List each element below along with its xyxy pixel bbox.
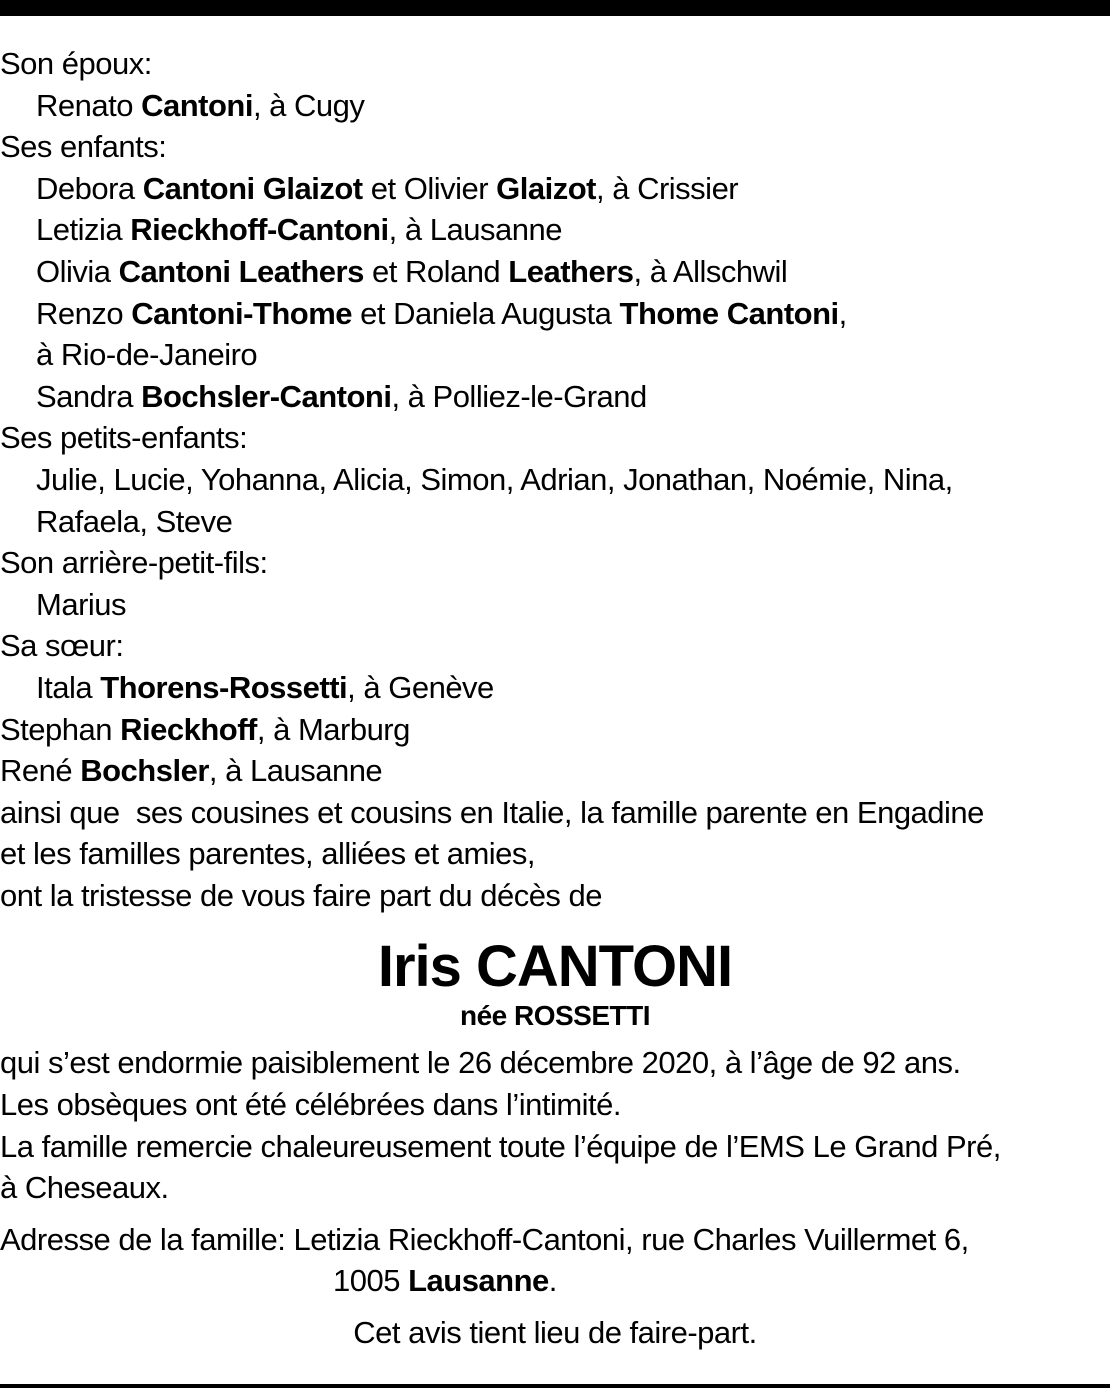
sister-label: Sa sœur: [0, 628, 124, 664]
thanks-text: La famille remercie chaleureusement toute l’équipe de l’EMS Le Grand Pré, [0, 1128, 1001, 1164]
family-address: Adresse de la famille: Letizia Rieckhoff-Cantoni, rue Charles Vuillermet 6, [0, 1221, 969, 1257]
obituary-notice [0, 43, 1110, 1354]
bottom-rule [0, 1384, 1110, 1388]
deceased-maiden-name: née ROSSETTI [459, 1000, 651, 1032]
relatives-text: ainsi que ses cousines et cousins en Italie, la famille parente en Engadine [0, 794, 984, 830]
child-entry: Renzo Cantoni-Thome et Daniela Augusta Thome Cantoni, [36, 295, 847, 331]
deceased-name: Iris CANTONI [377, 934, 733, 1000]
closing-note: Cet avis tient lieu de faire-part. [353, 1315, 757, 1351]
great-grandson-label: Son arrière-petit-fils: [0, 545, 268, 581]
child-entry: Debora Cantoni Glaizot et Olivier Glaizot, à Crissier [36, 170, 739, 206]
grandchildren-label: Ses petits-enfants: [0, 420, 248, 456]
grandchildren-list-continuation: Rafaela, Steve [36, 503, 233, 539]
other-relative-entry: René Bochsler, à Lausanne [0, 753, 383, 789]
grandchildren-list: Julie, Lucie, Yohanna, Alicia, Simon, Adrian, Jonathan, Noémie, Nina, [36, 461, 953, 497]
announcement-text: ont la tristesse de vous faire part du décès de [0, 877, 603, 913]
spouse-entry: Renato Cantoni, à Cugy [36, 87, 365, 123]
spacer [0, 1209, 1110, 1219]
child-entry: Sandra Bochsler-Cantoni, à Polliez-le-Grand [36, 378, 647, 414]
child-entry-continuation: à Rio-de-Janeiro [36, 337, 258, 373]
funeral-details: Les obsèques ont été célébrées dans l’intimité. [0, 1087, 622, 1123]
children-label: Ses enfants: [0, 129, 167, 165]
top-rule [0, 0, 1110, 16]
spouse-label: Son époux: [0, 46, 152, 81]
child-entry: Letizia Rieckhoff-Cantoni, à Lausanne [36, 212, 562, 248]
thanks-text-continuation: à Cheseaux. [0, 1170, 169, 1206]
child-entry: Olivia Cantoni Leathers et Roland Leathers, à Allschwil [36, 253, 788, 289]
other-relative-entry: Stephan Rieckhoff, à Marburg [0, 711, 410, 747]
relatives-text-continuation: et les familles parentes, alliées et amies, [0, 836, 536, 872]
sister-entry: Itala Thorens-Rossetti, à Genève [36, 669, 494, 705]
family-address-city: 1005 Lausanne. [333, 1263, 557, 1299]
death-details: qui s’est endormie paisiblement le 26 décembre 2020, à l’âge de 92 ans. [0, 1045, 961, 1081]
great-grandson-entry: Marius [36, 586, 127, 622]
